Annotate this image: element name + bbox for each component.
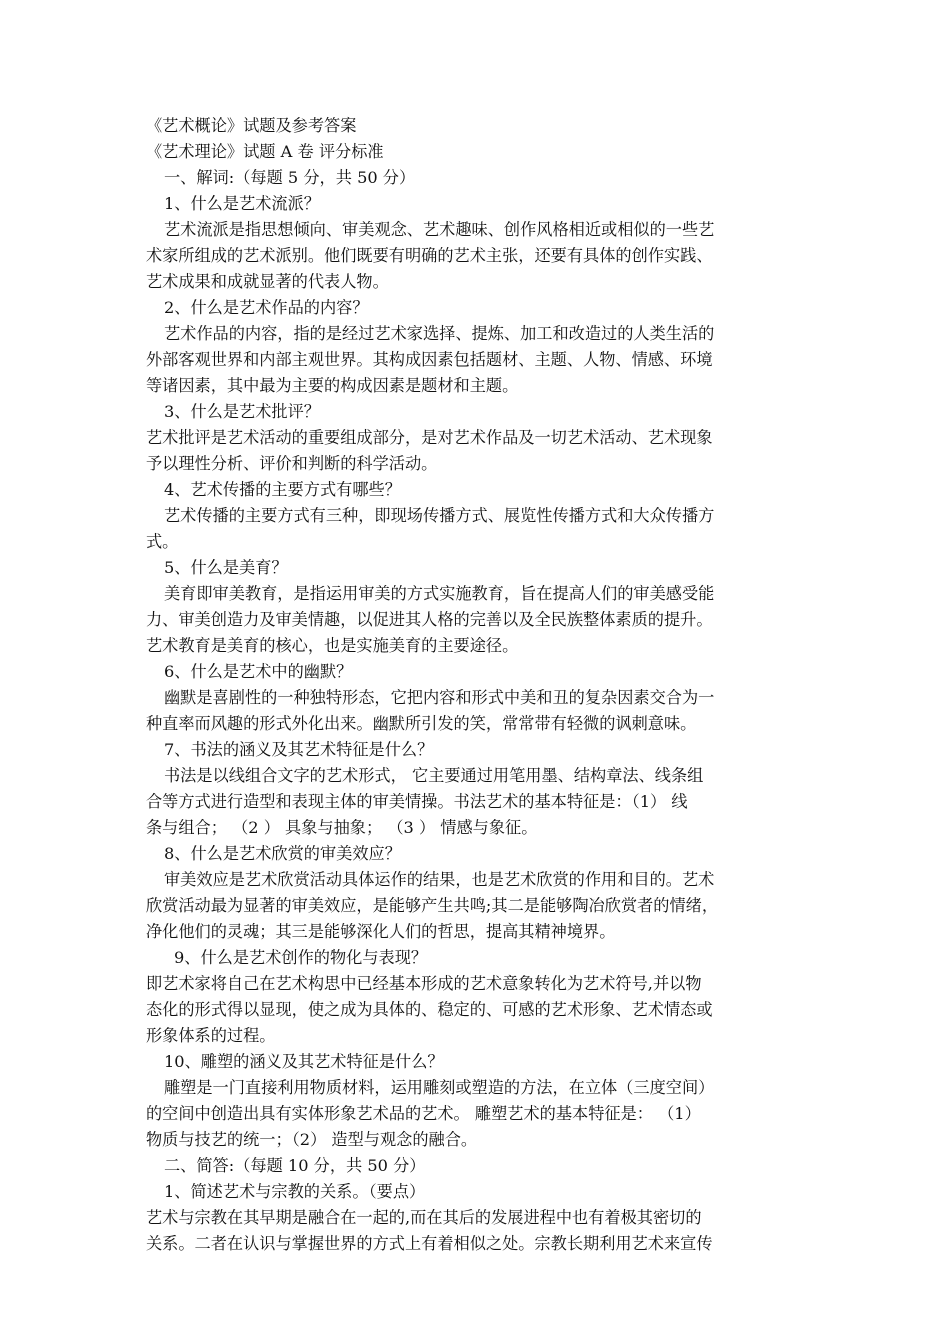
answer-6-line-2: 种直率而风趣的形式外化出来。幽默所引发的笑，常常带有轻微的讽刺意味。: [146, 714, 697, 733]
answer-1-line-3: 艺术成果和成就显著的代表人物。: [146, 272, 389, 291]
section-2-answer-1-line-2: 关系。二者在认识与掌握世界的方式上有着相似之处。宗教长期利用艺术来宣传: [146, 1234, 713, 1253]
answer-10-line-3: 物质与技艺的统一；（2） 造型与观念的融合。: [146, 1130, 478, 1149]
answer-2-line-2: 外部客观世界和内部主观世界。其构成因素包括题材、主题、人物、情感、环境: [146, 350, 713, 369]
question-5: 5、什么是美育？: [164, 558, 288, 577]
answer-1-line-1: 艺术流派是指思想倾向、审美观念、艺术趣味、创作风格相近或相似的一些艺: [164, 220, 715, 239]
answer-10-line-1: 雕塑是一门直接利用物质材料，运用雕刻或塑造的方法，在立体（三度空间）: [164, 1078, 715, 1097]
answer-3-line-2: 予以理性分析、评价和判断的科学活动。: [146, 454, 438, 473]
answer-10-line-2: 的空间中创造出具有实体形象艺术品的艺术。 雕塑艺术的基本特征是： （1）: [146, 1104, 701, 1123]
question-4: 4、艺术传播的主要方式有哪些？: [164, 480, 401, 499]
document-page: [146, 113, 810, 1257]
answer-8-line-3: 净化他们的灵魂；其三是能够深化人们的哲思，提高其精神境界。: [146, 922, 616, 941]
answer-6-line-1: 幽默是喜剧性的一种独特形态，它把内容和形式中美和丑的复杂因素交合为一: [164, 688, 715, 707]
answer-1-line-2: 术家所组成的艺术派别。他们既要有明确的艺术主张，还要有具体的创作实践、: [146, 246, 713, 265]
answer-9-line-3: 形象体系的过程。: [146, 1026, 276, 1045]
document-title: 《艺术概论》试题及参考答案: [146, 116, 357, 135]
answer-7-line-1: 书法是以线组合文字的艺术形式， 它主要通过用笔用墨、结构章法、线条组: [164, 766, 704, 785]
answer-8-line-1: 审美效应是艺术欣赏活动具体运作的结果，也是艺术欣赏的作用和目的。艺术: [164, 870, 715, 889]
question-10: 10、雕塑的涵义及其艺术特征是什么？: [164, 1052, 444, 1071]
question-8: 8、什么是艺术欣赏的审美效应？: [164, 844, 401, 863]
answer-8-line-2: 欣赏活动最为显著的审美效应，是能够产生共鸣;其二是能够陶冶欣赏者的情绪，: [146, 896, 719, 915]
answer-7-line-2: 合等方式进行造型和表现主体的审美情操。书法艺术的基本特征是：（1） 线: [146, 792, 688, 811]
question-9: 9、什么是艺术创作的物化与表现？: [174, 948, 428, 967]
answer-5-line-3: 艺术教育是美育的核心，也是实施美育的主要途径。: [146, 636, 519, 655]
question-7: 7、书法的涵义及其艺术特征是什么？: [164, 740, 434, 759]
question-3: 3、什么是艺术批评？: [164, 402, 320, 421]
answer-9-line-1: 即艺术家将自己在艺术构思中已经基本形成的艺术意象转化为艺术符号,并以物: [146, 974, 702, 993]
answer-2-line-3: 等诸因素，其中最为主要的构成因素是题材和主题。: [146, 376, 519, 395]
section-2-answer-1-line-1: 艺术与宗教在其早期是融合在一起的,而在其后的发展进程中也有着极其密切的: [146, 1208, 702, 1227]
section-heading-2: 二、简答:（每题 10 分，共 50 分）: [164, 1156, 426, 1175]
section-2-question-1: 1、简述艺术与宗教的关系。（要点）: [164, 1182, 426, 1201]
answer-2-line-1: 艺术作品的内容，指的是经过艺术家选择、提炼、加工和改造过的人类生活的: [164, 324, 715, 343]
answer-4-line-2: 式。: [146, 532, 179, 551]
answer-5-line-2: 力、审美创造力及审美情趣，以促进其人格的完善以及全民族整体素质的提升。: [146, 610, 713, 629]
document-subtitle: 《艺术理论》试题 A 卷 评分标准: [146, 142, 384, 161]
answer-5-line-1: 美育即审美教育，是指运用审美的方式实施教育，旨在提高人们的审美感受能: [164, 584, 715, 603]
question-2: 2、什么是艺术作品的内容？: [164, 298, 369, 317]
answer-9-line-2: 态化的形式得以显现，使之成为具体的、稳定的、可感的艺术形象、艺术情态或: [146, 1000, 713, 1019]
question-1: 1、什么是艺术流派？: [164, 194, 320, 213]
answer-3-line-1: 艺术批评是艺术活动的重要组成部分，是对艺术作品及一切艺术活动、艺术现象: [146, 428, 713, 447]
question-6: 6、什么是艺术中的幽默？: [164, 662, 353, 681]
answer-7-line-3: 条与组合； （2 ） 具象与抽象； （3 ） 情感与象征。: [146, 818, 538, 837]
section-heading-1: 一、解词:（每题 5 分，共 50 分）: [164, 168, 416, 187]
answer-4-line-1: 艺术传播的主要方式有三种，即现场传播方式、展览性传播方式和大众传播方: [164, 506, 715, 525]
